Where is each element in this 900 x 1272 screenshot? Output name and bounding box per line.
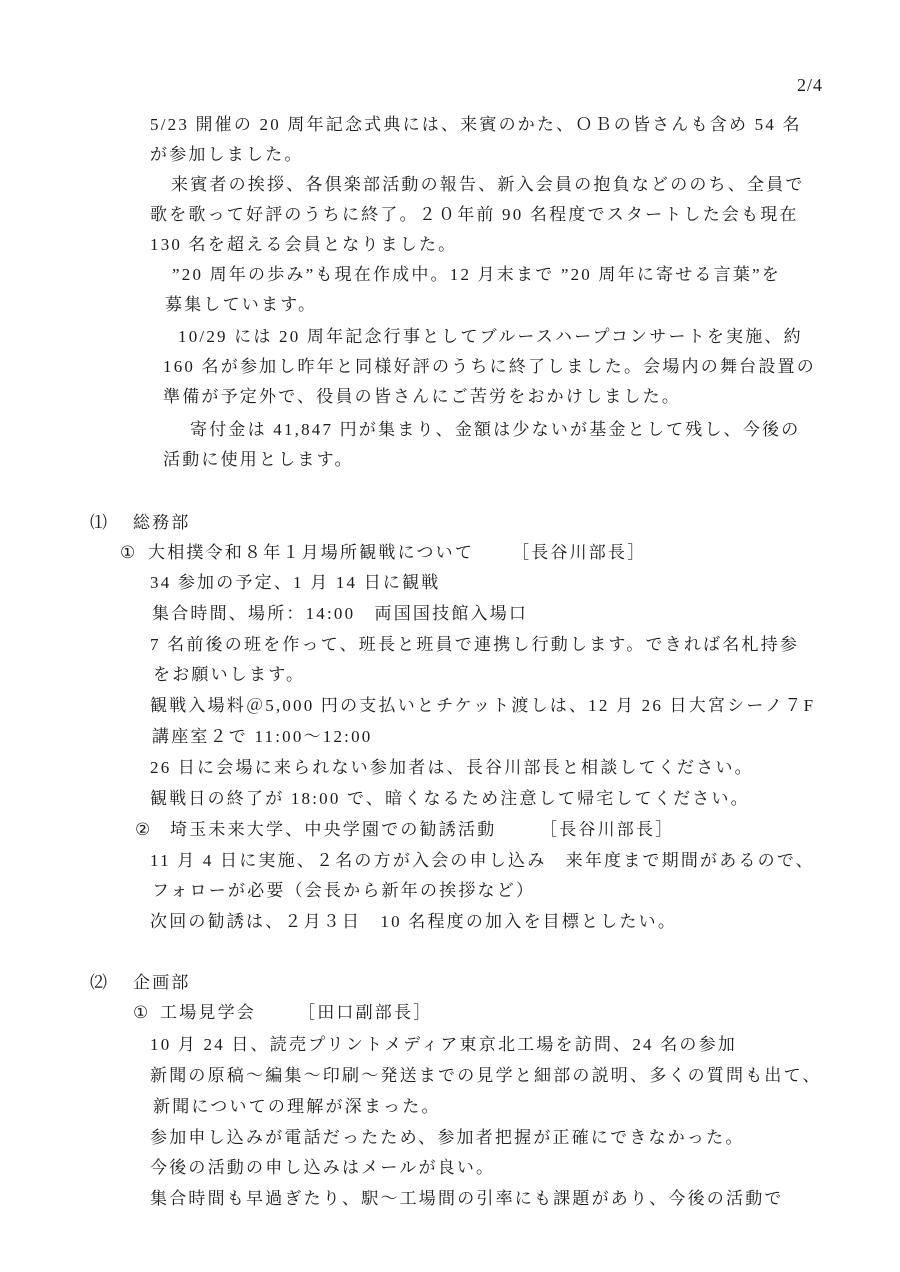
page-number: 2/4 [797,75,824,95]
item-title: 埼玉未来大学、中央学園での勧誘活動 [170,820,497,839]
text-line: 今後の活動の申し込みはメールが良い。 [150,1158,496,1177]
text-line: 26 日に会場に来られない参加者は、長谷川部長と相談してください。 [150,758,754,777]
text-line: 新聞についての理解が深まった。 [153,1097,441,1116]
text-line: 寄付金は 41,847 円が集まり、金額は少ないが基金として残し、今後の [190,420,801,439]
text-line: 10 月 24 日、読売プリントメディア東京北工場を訪問、24 名の参加 [150,1035,737,1054]
text-line: 7 名前後の班を作って、班長と班員で連携し行動します。できれば名札持参 [150,635,800,654]
item-person: ［長谷川部長］ [540,820,675,839]
text-line: 来賓者の挨拶、各倶楽部活動の報告、新入会員の抱負などののち、全員で [171,175,805,194]
item-person: ［長谷川部長］ [512,543,647,562]
text-line: 観戦入場料＠5,000 円の支払いとチケット渡しは、12 月 26 日大宮シーノ７F [150,696,816,715]
text-line: 34 参加の予定、1 月 14 日に観戦 [150,573,441,592]
text-line: 講座室２で 11:00～12:00 [152,727,373,746]
text-line: 募集しています。 [165,295,318,314]
text-line: が参加しました。 [150,145,304,164]
text-line: 集合時間も早過ぎたり、駅～工場間の引率にも課題があり、今後の活動で [150,1189,784,1208]
text-line: 歌を歌って好評のうちに終了。２０年前 90 名程度でスタートした会も現在 [150,205,799,224]
item-marker: ② [135,820,153,839]
item-person: ［田口副部長］ [298,1003,433,1022]
text-line: 5/23 開催の 20 周年記念式典には、来賓のかた、ＯＢの皆さんも含め 54 名 [150,115,802,134]
text-line: 130 名を超える会員となりました。 [150,235,458,254]
item-title: 大相撲令和８年１月場所観戦について [148,543,475,562]
item-marker: ① [133,1003,151,1022]
item-marker: ① [120,543,138,562]
item-title: 工場見学会 [160,1003,256,1022]
section-title: 企画部 [133,973,191,992]
text-line: 160 名が参加し昨年と同様好評のうちに終了しました。会場内の舞台設置の [163,357,816,376]
text-line: 新聞の原稿～編集～印刷～発送までの見学と細部の説明、多くの質問も出て、 [150,1066,822,1085]
text-line: 活動に使用とします。 [163,450,354,469]
text-line: 準備が予定外で、役員の皆さんにご苦労をおかけしました。 [163,387,682,406]
section-title: 総務部 [133,513,191,532]
section-number: ⑴ [90,513,110,532]
text-line: フォローが必要（会長から新年の挨拶など） [152,881,536,900]
text-line: 11 月 4 日に実施、２名の方が入会の申し込み 来年度まで期間があるので、 [150,851,815,870]
text-line: 次回の勧誘は、２月３日 10 名程度の加入を目標としたい。 [150,912,678,931]
text-line: 参加申し込みが電話だったため、参加者把握が正確にできなかった。 [150,1128,745,1147]
section-number: ⑵ [90,973,110,992]
text-line: をお願いします。 [153,665,306,684]
text-line: 集合時間、場所：14:00 両国国技館入場口 [152,604,529,623]
text-line: ”20 周年の歩み”も現在作成中。12 月末まで ”20 周年に寄せる言葉”を [172,265,781,284]
text-line: 観戦日の終了が 18:00 で、暗くなるため注意して帰宅してください。 [150,789,750,808]
text-line: 10/29 には 20 周年記念行事としてブルースハープコンサートを実施、約 [178,327,803,346]
